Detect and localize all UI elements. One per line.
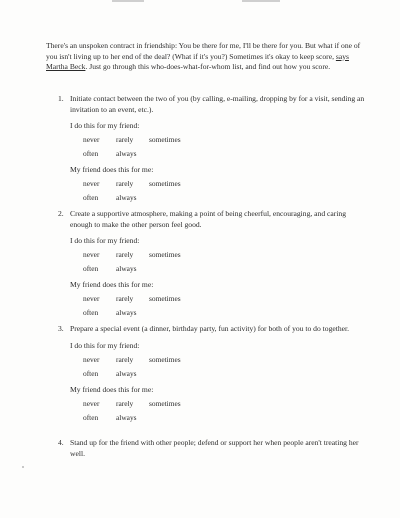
self-rating-options <box>83 135 368 163</box>
question-number: 4. <box>58 438 64 447</box>
option-sometimes[interactable]: sometimes <box>149 398 181 408</box>
option-rarely[interactable]: rarely <box>116 179 134 189</box>
friend-rating-options <box>83 399 368 427</box>
scan-speck <box>22 466 24 468</box>
option-never[interactable]: never <box>83 135 100 145</box>
option-always[interactable]: always <box>116 412 137 422</box>
option-often[interactable]: often <box>83 308 99 318</box>
option-always[interactable]: always <box>116 308 137 318</box>
question-number: 1. <box>58 94 64 103</box>
self-label: I do this for my friend: <box>70 340 140 350</box>
question-number: 3. <box>58 324 64 333</box>
option-sometimes[interactable]: sometimes <box>149 135 181 145</box>
option-often[interactable]: often <box>83 412 99 422</box>
option-never[interactable]: never <box>83 250 100 260</box>
option-often[interactable]: often <box>83 368 99 378</box>
option-always[interactable]: always <box>116 264 137 274</box>
intro-attribution: says Martha Beck <box>46 51 349 72</box>
friend-rating-options <box>83 294 368 322</box>
option-rarely[interactable]: rarely <box>116 135 134 145</box>
option-sometimes[interactable]: sometimes <box>149 354 181 364</box>
option-rarely[interactable]: rarely <box>116 250 134 260</box>
option-sometimes[interactable]: sometimes <box>149 250 181 260</box>
self-rating-options <box>83 250 368 278</box>
option-never[interactable]: never <box>83 398 100 408</box>
question-text: Stand up for the friend with other people; defend or support her when people aren't treating her well. <box>70 438 359 458</box>
self-label: I do this for my friend: <box>70 121 140 131</box>
option-often[interactable]: often <box>83 193 99 203</box>
friend-label: My friend does this for me: <box>70 384 154 394</box>
question-text: Create a supportive atmosphere, making a point of being cheerful, encouraging, and caring enough to make the other person feel good. <box>70 209 347 229</box>
option-never[interactable]: never <box>83 294 100 304</box>
option-often[interactable]: often <box>83 149 99 159</box>
option-rarely[interactable]: rarely <box>116 354 134 364</box>
intro-paragraph <box>46 41 368 73</box>
option-sometimes[interactable]: sometimes <box>149 179 181 189</box>
friend-rating-options <box>83 179 368 207</box>
intro-text-end: . Just go through this who-does-what-for-whom list, and find out how you score. <box>85 62 331 72</box>
option-rarely[interactable]: rarely <box>116 294 134 304</box>
question-number: 2. <box>58 209 64 218</box>
self-rating-options <box>83 355 368 383</box>
question-text: Prepare a special event (a dinner, birthday party, fun activity) for both of you to do together. <box>70 324 350 333</box>
self-label: I do this for my friend: <box>70 236 140 246</box>
scan-artifact <box>112 0 144 2</box>
question-item-2 <box>58 209 368 322</box>
option-always[interactable]: always <box>116 193 137 203</box>
option-rarely[interactable]: rarely <box>116 398 134 408</box>
question-item-3 <box>58 324 368 427</box>
option-often[interactable]: often <box>83 264 99 274</box>
scan-artifact <box>242 0 280 2</box>
option-never[interactable]: never <box>83 354 100 364</box>
friend-label: My friend does this for me: <box>70 280 154 290</box>
option-sometimes[interactable]: sometimes <box>149 294 181 304</box>
option-never[interactable]: never <box>83 179 100 189</box>
friend-label: My friend does this for me: <box>70 165 154 175</box>
question-item-4 <box>58 438 368 459</box>
question-text: Initiate contact between the two of you (by calling, e-mailing, dropping by for a visit, sending an invitation to an event, etc.). <box>70 94 365 114</box>
intro-text: There's an unspoken contract in friendship: You be there for me, I'll be there for you. But what if one of you isn't living up to her end of the deal? (What if it's you?) Sometimes it's okay to keep score, <box>46 41 361 61</box>
question-item-1 <box>58 94 368 207</box>
option-always[interactable]: always <box>116 368 137 378</box>
option-always[interactable]: always <box>116 149 137 159</box>
